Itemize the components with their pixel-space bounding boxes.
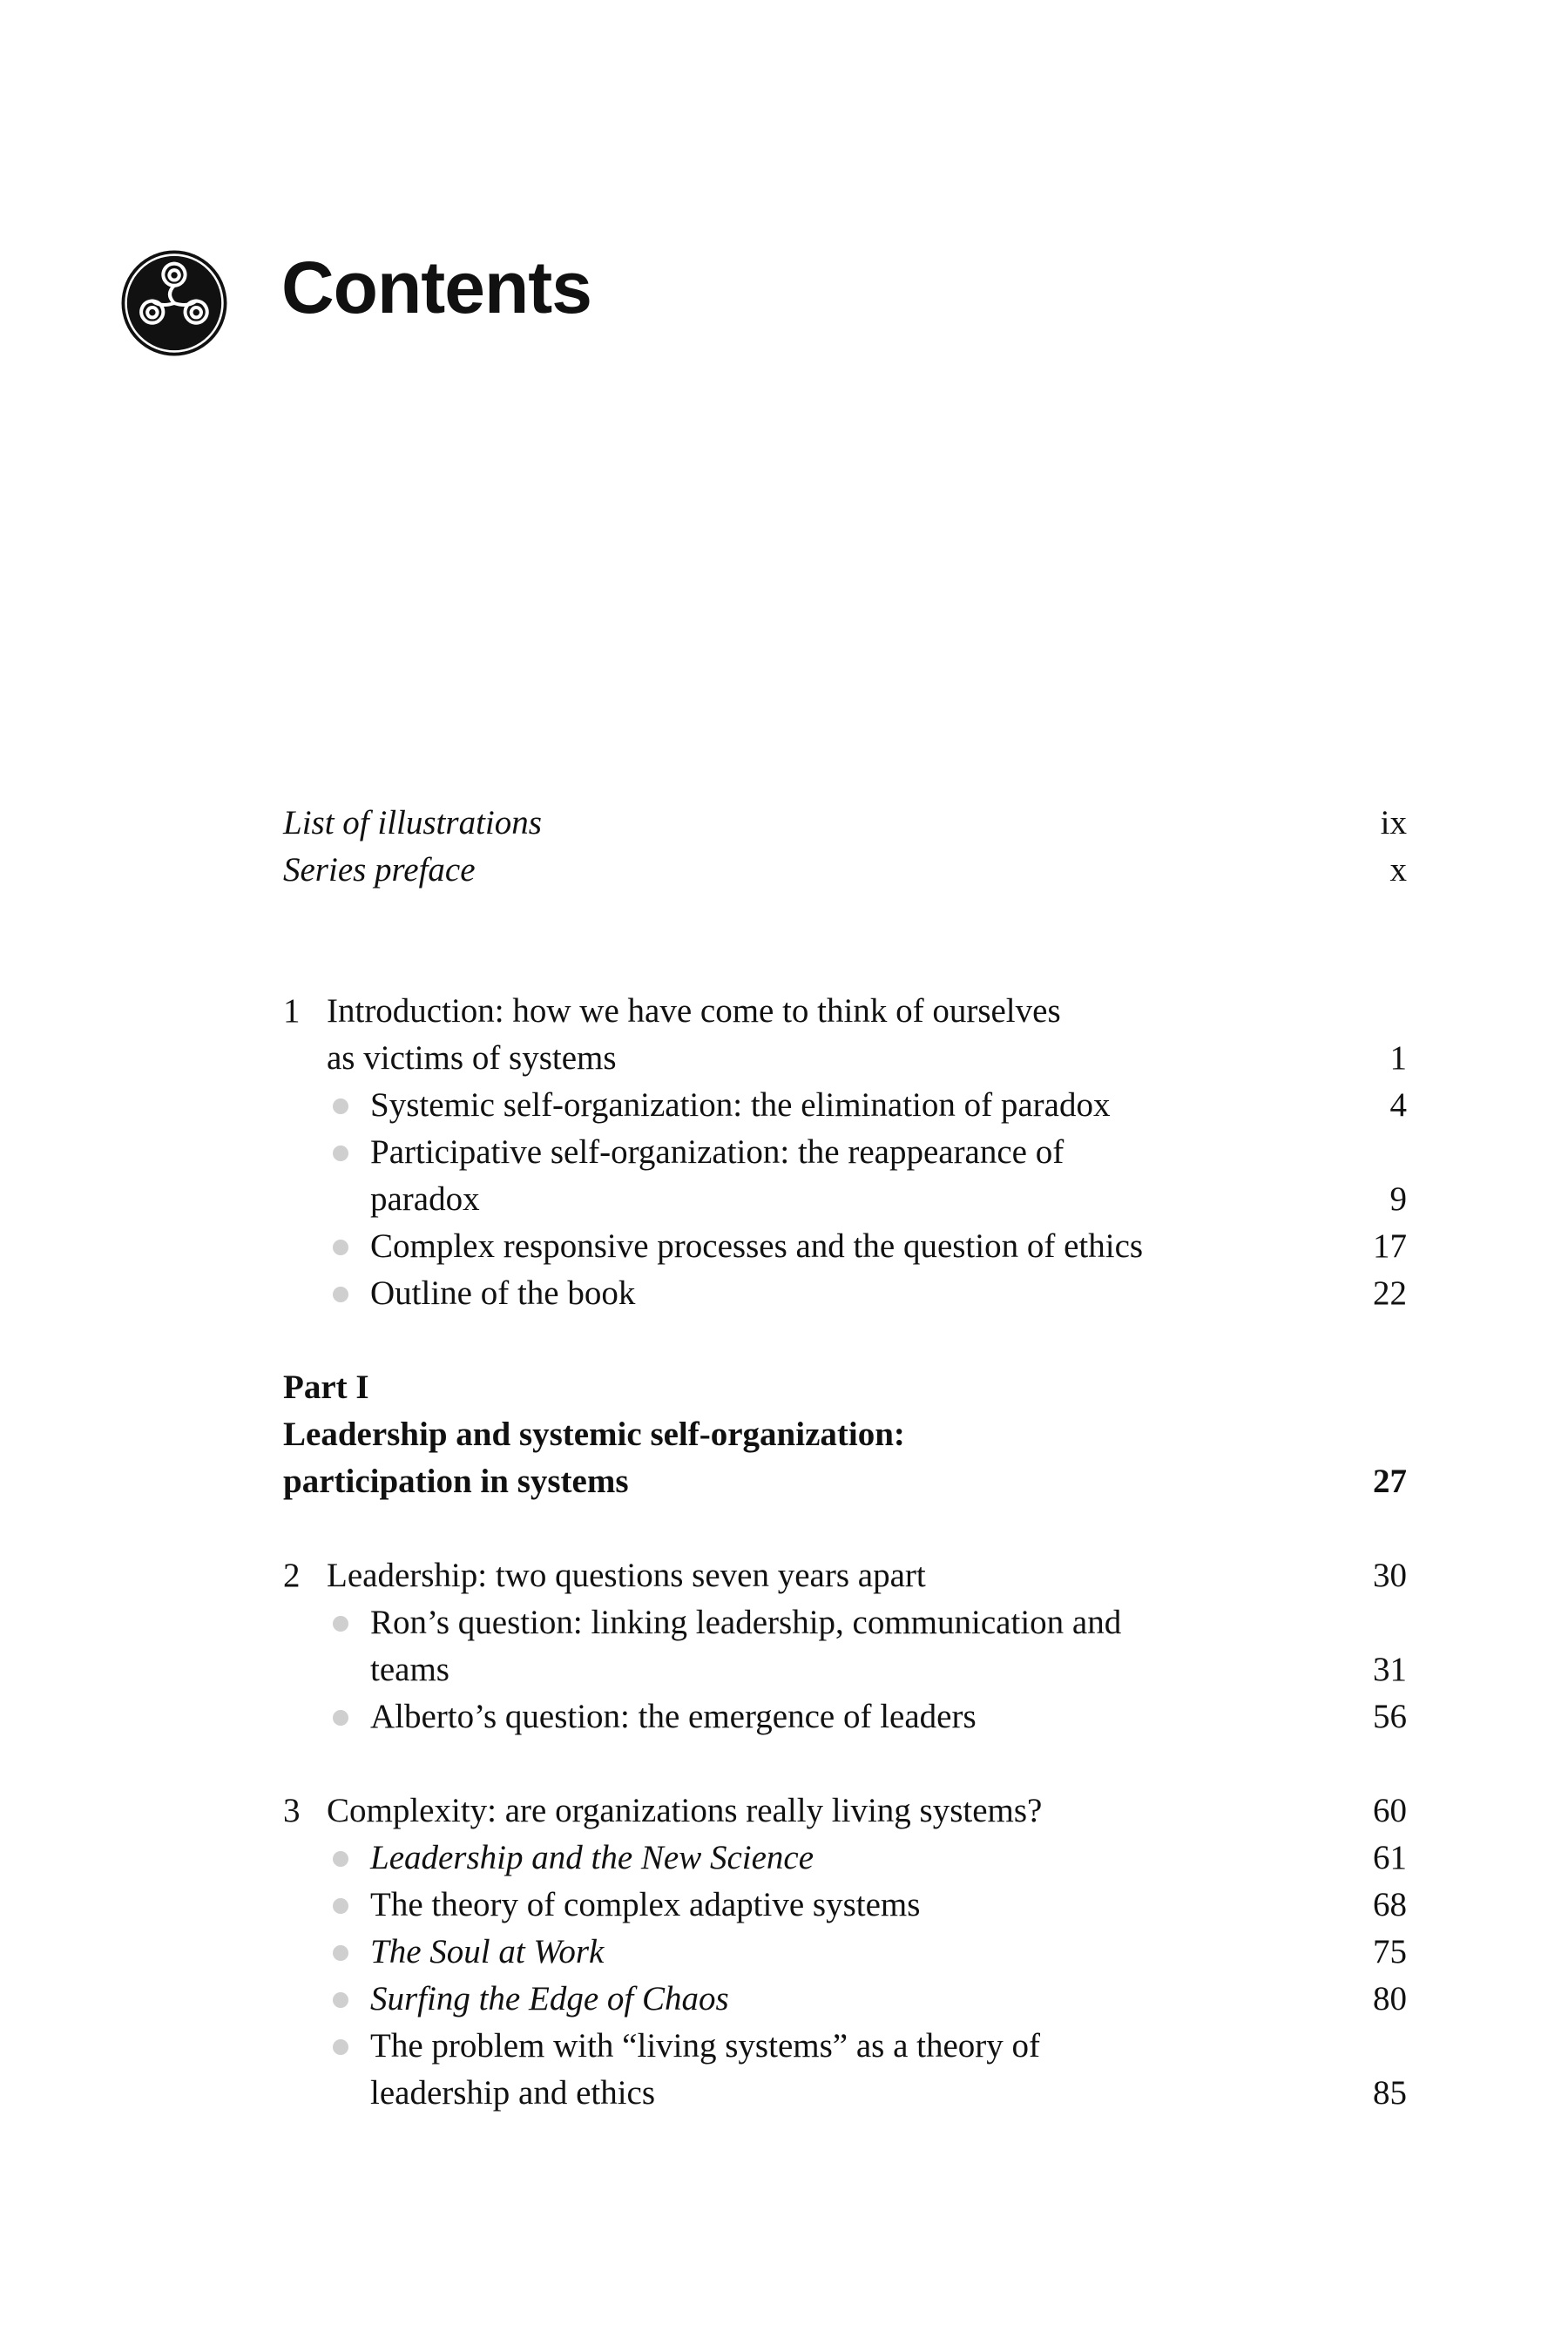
part-title-line: Leadership and systemic self-organization: xyxy=(283,1416,905,1453)
bullet-icon xyxy=(333,1898,348,1914)
bullet-icon xyxy=(333,1851,348,1867)
toc-entry-page: ix xyxy=(1380,804,1407,841)
bullet-icon xyxy=(333,1945,348,1961)
toc-entry-label: List of illustrations xyxy=(283,804,542,841)
toc-entry-page: 85 xyxy=(1373,2074,1407,2112)
section-title: The Soul at Work xyxy=(370,1933,605,1970)
toc-chapter-1-cont[interactable] xyxy=(283,1035,1407,1082)
toc-section[interactable] xyxy=(283,1929,1407,1976)
toc-entry-page: 17 xyxy=(1373,1227,1407,1265)
triskele-spiral-icon xyxy=(119,248,229,358)
toc-section[interactable] xyxy=(283,1599,1407,1646)
chapter-number: 3 xyxy=(283,1792,301,1829)
section-title: The theory of complex adaptive systems xyxy=(370,1886,921,1923)
bullet-icon xyxy=(333,1616,348,1632)
toc-entry-series-preface[interactable] xyxy=(283,847,1407,894)
chapter-title-line: Complexity: are organizations really living systems? xyxy=(327,1792,1043,1829)
bullet-icon xyxy=(333,1992,348,2008)
toc-section[interactable] xyxy=(283,1976,1407,2023)
toc-entry-page: 60 xyxy=(1373,1792,1407,1829)
toc-entry-page: x xyxy=(1389,851,1407,889)
bullet-icon xyxy=(333,1287,348,1302)
bullet-icon xyxy=(333,1098,348,1114)
section-title: Complex responsive processes and the question of ethics xyxy=(370,1227,1144,1265)
toc-section[interactable] xyxy=(283,1129,1407,1176)
bullet-icon xyxy=(333,1240,348,1255)
section-title: Systemic self-organization: the elimination of paradox xyxy=(370,1086,1111,1124)
toc-entry-page: 30 xyxy=(1373,1557,1407,1594)
section-title: Surfing the Edge of Chaos xyxy=(370,1980,729,2017)
section-title: paradox xyxy=(370,1180,480,1218)
toc-entry-page: 1 xyxy=(1389,1039,1407,1077)
section-title: Ron’s question: linking leadership, communication and xyxy=(370,1604,1122,1641)
toc-section[interactable] xyxy=(283,1882,1407,1929)
toc-part-label[interactable] xyxy=(283,1364,1407,1411)
toc-chapter-2[interactable] xyxy=(283,1552,1407,1599)
toc-entry-page: 56 xyxy=(1373,1698,1407,1735)
chapter-title-line: Leadership: two questions seven years apart xyxy=(327,1557,926,1594)
toc-entry-page: 27 xyxy=(1373,1463,1407,1500)
toc-section[interactable] xyxy=(283,2023,1407,2070)
toc-section-cont[interactable] xyxy=(283,1176,1407,1223)
toc-entry-label: Series preface xyxy=(283,851,476,889)
bullet-icon xyxy=(333,2039,348,2055)
bullet-icon xyxy=(333,1710,348,1726)
section-title: teams xyxy=(370,1651,449,1688)
toc-entry-page: 9 xyxy=(1389,1180,1407,1218)
chapter-title-line: Introduction: how we have come to think of ourselves xyxy=(327,992,1061,1030)
chapter-title-line: as victims of systems xyxy=(327,1039,617,1077)
toc-entry-page: 80 xyxy=(1373,1980,1407,2017)
chapter-number: 2 xyxy=(283,1557,301,1594)
toc-entry-page: 4 xyxy=(1389,1086,1407,1124)
section-title: The problem with “living systems” as a theory of xyxy=(370,2027,1040,2065)
toc-section[interactable] xyxy=(283,1082,1407,1129)
toc-section-cont[interactable] xyxy=(283,1646,1407,1693)
section-title: Leadership and the New Science xyxy=(370,1839,814,1876)
bullet-icon xyxy=(333,1146,348,1161)
toc-part-title-cont[interactable] xyxy=(283,1458,1407,1505)
toc-chapter-1[interactable] xyxy=(283,988,1407,1035)
section-title: Alberto’s question: the emergence of leaders xyxy=(370,1698,977,1735)
section-title: Outline of the book xyxy=(370,1274,636,1312)
toc-entry-page: 68 xyxy=(1373,1886,1407,1923)
toc-entry-page: 22 xyxy=(1373,1274,1407,1312)
toc-section[interactable] xyxy=(283,1223,1407,1270)
toc-part-title[interactable] xyxy=(283,1411,1407,1458)
page-title: Contents xyxy=(281,247,591,328)
toc-section[interactable] xyxy=(283,1270,1407,1317)
section-title: leadership and ethics xyxy=(370,2074,656,2112)
toc-chapter-3[interactable] xyxy=(283,1788,1407,1835)
section-title: Participative self-organization: the reappearance of xyxy=(370,1133,1064,1171)
toc-entry-page: 31 xyxy=(1373,1651,1407,1688)
toc-entry-page: 75 xyxy=(1373,1933,1407,1970)
part-label: Part I xyxy=(283,1369,369,1406)
table-of-contents xyxy=(283,800,1407,2117)
toc-entry-list-of-illustrations[interactable] xyxy=(283,800,1407,847)
toc-section[interactable] xyxy=(283,1835,1407,1882)
chapter-number: 1 xyxy=(283,992,301,1030)
toc-section-cont[interactable] xyxy=(283,2070,1407,2117)
toc-section[interactable] xyxy=(283,1693,1407,1740)
part-title-line: participation in systems xyxy=(283,1463,629,1500)
toc-entry-page: 61 xyxy=(1373,1839,1407,1876)
